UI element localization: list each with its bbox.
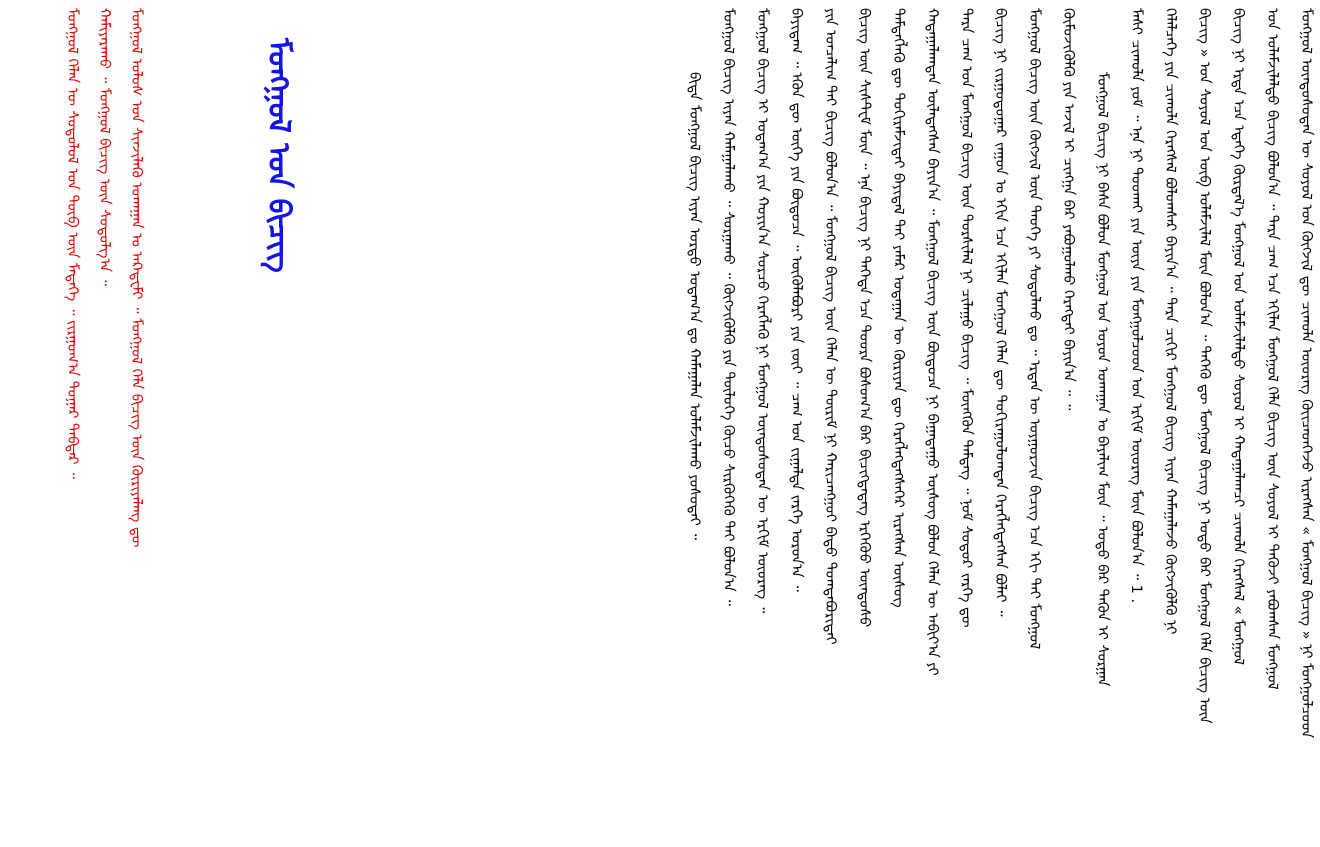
footnote-line-2: ᠬᠠᠮᠢᠶᠠᠷᠠᠬᠤ ᠃ ᠮᠣᠩᠭᠣᠯ ᠪᠢᠴᠢᠭ ᠦᠨ ᠰᠤᠳᠤᠯᠭ᠎ᠠ ᠃ (96, 8, 113, 287)
paragraph-1-line-2: ᠤᠨ ᠤᠯᠠᠮᠵᠢᠯᠠᠯᠲᠤ ᠪᠢᠴᠢᠭ ᠪᠣᠯᠤᠨ᠎ᠠ ᠃ ᠲᠡᠷᠡ ᠴᠠᠭ ᠡᠴᠡ ᠡᠬᠢᠯᠡᠨ ᠮᠣᠩᠭᠣᠯ ᠬᠡᠯᠡ ᠪᠢᠴᠢᠭ ᠦᠨ ᠰᠣᠶᠣᠯ ᠢ ᠲᠡᠭᠦᠵᠢ ᠶᠠᠪᠤᠭᠰᠠᠨ ᠮᠣᠩᠭᠣᠯ (1264, 8, 1281, 690)
paragraph-1-line-4: ᠪᠢᠴᠢᠭ » ᠤᠨ ᠰᠣᠶᠣᠯ ᠤᠨ ᠦᠪ ᠤᠯᠠᠮᠵᠢᠯᠠᠯ ᠮᠥᠨ ᠪᠣᠯᠤᠨ᠎ᠠ ᠃ ᠲᠡᠭᠡᠬᠦ ᠳᠦ ᠮᠣᠩᠭᠣᠯ ᠪᠢᠴᠢᠭ ᠨᠢ ᠣᠳᠣ ᠪᠡᠷ ᠮᠣᠩᠭᠣᠯ ᠬᠡᠯᠡ ᠪᠢᠴᠢᠭ ᠦᠨ (1196, 8, 1213, 724)
footnote-line-1: ᠮᠣᠩᠭᠣᠯ ᠤᠯᠤᠰ ᠤᠨ ᠰᠢᠨᠵᠢᠯᠡᠬᠦ ᠤᠬᠠᠭᠠᠨ ᠤ ᠠᠺᠠᠳᠧᠮᠢ ᠃ ᠮᠣᠩᠭᠣᠯ ᠬᠡᠯᠡ ᠪᠢᠴᠢᠭ ᠦᠨ ᠬᠦᠷᠢᠶᠡᠯᠡᠩ ᠳᠦ (128, 8, 145, 548)
paragraph-3-line-9: ᠮᠣᠩᠭᠣᠯ ᠪᠢᠴᠢᠭ ᠢ ᠤᠳᠠᠭ᠎ᠠ ᠶᠢᠨ ᠬᠣᠶᠢᠨ᠎ᠠ ᠰᠤᠷᠴᠤ ᠬᠡᠷᠡᠭᠯᠡᠬᠦ ᠨᠢ ᠮᠣᠩᠭᠣᠯ ᠦᠨᠳᠦᠰᠦᠲᠡᠨ ᠦ ᠡᠷᠬᠢᠮ ᠦᠦᠷᠡᠭ ᠃ (754, 8, 771, 614)
paragraph-3-line-4: ᠬᠠᠳᠠᠭᠠᠯᠠᠭᠳᠠᠨ ᠦᠯᠡᠳᠡᠭᠰᠡᠨ ᠪᠠᠶᠢᠨ᠎ᠠ ᠃ ᠮᠣᠩᠭᠣᠯ ᠪᠢᠴᠢᠭ ᠦᠨ ᠪᠦᠲᠦᠴᠡ ᠨᠢ ᠪᠠᠭᠠᠳᠠᠭᠤ ᠦᠰᠦᠭ ᠪᠣᠯᠤᠨ ᠬᠡᠯᠡᠨ ᠦ ᠠᠪᠢᠶ᠎ᠠ ᠶᠢ (924, 8, 941, 676)
paragraph-3-line-6: ᠪᠢᠴᠢᠭ ᠦᠨ ᠰᠢᠰᠲᠸᠮ ᠮᠥᠨ ᠃ ᠡᠨᠡ ᠪᠢᠴᠢᠭ ᠨᠢ ᠲᠡᠭᠡᠳᠡ ᠡᠴᠡ ᠳᠣᠣᠷᠠ ᠪᠣᠰᠤᠭ᠎ᠠ ᠪᠠᠷ ᠪᠢᠴᠢᠭᠳᠡᠳᠡᠭ ᠡᠷᠬᠡᠭᠦᠦ ᠦᠨᠳᠦᠰᠦ (856, 8, 873, 628)
paragraph-2-line-2: ᠬᠦᠮᠦᠵᠢᠭᠦᠯᠬᠦ ᠶᠢᠨ ᠠᠵᠢᠯ ᠢ ᠴᠢᠩᠭᠠ ᠪᠡᠷ ᠶᠠᠪᠤᠭᠤᠯᠬᠤ ᠬᠡᠷᠡᠭᠲᠡᠢ ᠪᠠᠶᠢᠨ᠎ᠠ ᠃ ᠃ (1060, 8, 1077, 411)
paragraph-3-line-2: ᠪᠢᠴᠢᠭ ᠨᠢ ᠵᠢᠷᠭᠤᠳᠤᠭᠠᠷ ᠵᠠᠭᠤᠨ ᠤ ᠡᠬᠢᠨ ᠡᠴᠡ ᠡᠬᠢᠯᠡᠨ ᠮᠣᠩᠭᠣᠯ ᠬᠡᠯᠡᠨ ᠳᠦ ᠲᠣᠬᠢᠷᠠᠭᠤᠯᠤᠭᠳᠠᠨ ᠬᠡᠷᠡᠭᠯᠡᠭᠳᠡᠭᠰᠡᠨ ᠪᠣᠯᠠᠢ ᠃ (992, 8, 1009, 617)
paragraph-3-line-3: ᠲᠡᠷᠡ ᠴᠠᠭ ᠤᠨ ᠮᠣᠩᠭᠣᠯ ᠪᠢᠴᠢᠭ ᠦᠨ ᠳᠤᠷᠰᠢᠯᠠᠯ ᠨᠢ ᠴᠢᠯᠠᠭᠤ ᠪᠢᠴᠢᠭ ᠃ ᠮᠥᠩᠭᠥᠨ ᠲᠡᠮᠳᠡᠭ ᠃ ᠨᠣᠮ ᠰᠤᠳᠤᠷ ᠵᠡᠷᠭᠡ ᠳᠦ (958, 8, 975, 628)
paragraph-3-line-7: ᠶᠢᠨ ᠣᠨᠴᠠᠯᠢᠭ ᠲᠠᠢ ᠪᠢᠴᠢᠭ ᠪᠣᠯᠤᠨ᠎ᠠ ᠃ ᠮᠣᠩᠭᠣᠯ ᠪᠢᠴᠢᠭ ᠦᠨ ᠬᠡᠯᠡᠨ ᠦ ᠳᠦᠷᠢᠮ ᠨᠢ ᠬᠠᠷᠢᠴᠠᠩᠭᠤᠢ ᠪᠠᠲᠤ ᠲᠣᠭᠲᠠᠪᠤᠷᠢᠲᠠᠢ (822, 8, 839, 645)
paragraph-1-line-5: ᠬᠡᠯᠡᠯᠴᠡᠭᠡ ᠶᠢᠨ ᠴᠢᠬᠤᠯᠠ ᠬᠡᠷᠡᠭᠰᠡᠯ ᠪᠣᠯᠤᠭᠰᠠᠷ ᠪᠠᠶᠢᠨ᠎ᠠ ᠃ ᠲᠡᠷᠡ ᠴᠢᠭᠢᠷ ᠮᠣᠩᠭᠣᠯ ᠪᠢᠴᠢᠭ ᠢᠶᠡᠨ ᠬᠠᠮᠠᠭᠠᠯᠠᠵᠤ ᠬᠥᠭᠵᠢᠭᠦᠯᠬᠦ ᠨᠢ (1162, 8, 1179, 635)
footnote-line-3: ᠮᠣᠩᠭᠣᠯ ᠬᠡᠯᠡᠨ ᠦ ᠰᠤᠳᠤᠯᠤᠯ ᠤᠨ ᠲᠥᠪ ᠦᠨ ᠮᠡᠳᠡᠭᠡ ᠃ ᠵᠢᠷᠭᠤᠭ᠎ᠠ ᠳᠤᠭᠠᠷ ᠳᠡᠪᠲᠡᠷ ᠃ (64, 8, 81, 479)
paragraph-1-line-3: ᠪᠢᠴᠢᠭ ᠨᠢ ᠡᠷᠲᠡ ᠡᠴᠡ ᠡᠳᠡᠭᠡ ᠬᠦᠷᠲᠡᠯ᠎ᠡ ᠮᠣᠩᠭᠣᠯ ᠤᠨ ᠤᠯᠠᠮᠵᠢᠯᠠᠯᠲᠤ ᠰᠣᠶᠣᠯ ᠢ ᠬᠠᠳᠠᠭᠠᠯᠠᠭᠴᠢ ᠴᠢᠬᠤᠯᠠ ᠬᠡᠷᠡᠭᠰᠡᠯ « ᠮᠣᠩᠭᠣᠯ (1230, 8, 1247, 666)
paragraph-3-line-11: ᠪᠢᠳᠡ ᠮᠣᠩᠭᠣᠯ ᠪᠢᠴᠢᠭ ᠢᠶᠡᠨ ᠤᠷᠲᠤ ᠤᠳᠠᠭ᠎ᠠ ᠳᠤ ᠬᠠᠮᠠᠭᠠᠯᠠᠨ ᠤᠯᠠᠮᠵᠢᠯᠠᠬᠤ ᠶᠣᠰᠣᠲᠠᠢ ᠃ (686, 72, 703, 540)
paragraph-1-line-6: ᠮᠠᠰᠢ ᠴᠢᠬᠤᠯᠠ ᠶᠤᠮ ᠃ ᠡᠨᠡ ᠨᠢ ᠲᠤᠤᠬᠠᠢ ᠶᠢᠨ ᠦᠶᠡ ᠶᠢᠨ ᠮᠣᠩᠭᠣᠯᠴᠤᠳ ᠤᠨ ᠡᠷᠬᠢᠮ ᠦᠦᠷᠡᠭ ᠮᠥᠨ ᠪᠣᠯᠤᠨ᠎ᠠ ᠃ 1 . (1128, 8, 1145, 604)
paragraph-3-line-8: ᠪᠠᠶᠢᠳᠠᠭ ᠃ ᠡᠭᠦᠨ ᠳᠦ ᠦᠭᠡ ᠶᠢᠨ ᠪᠦᠲᠦᠴᠡ ᠃ ᠥᠭᠦᠯᠡᠪᠦᠷᠢ ᠶᠢᠨ ᠵᠦᠢ ᠃ ᠴᠠᠭ ᠤᠨ ᠵᠢᠭᠠᠯᠲᠠ ᠵᠡᠷᠭᠡ ᠣᠷᠣᠨ᠎ᠠ ᠃ (788, 8, 805, 592)
paragraph-3-line-1: ᠮᠣᠩᠭᠣᠯ ᠪᠢᠴᠢᠭ ᠦᠨ ᠬᠥᠭᠵᠢᠯ ᠦᠨ ᠲᠡᠦᠬᠡ ᠶᠢ ᠰᠤᠳᠤᠯᠬᠤ ᠳᠤ ᠃ ᠡᠷᠲᠡᠨ ᠦ ᠤᠶᠭᠤᠷᠵᠢᠨ ᠪᠢᠴᠢᠭ ᠡᠴᠡ ᠡᠬᠢ ᠲᠡᠢ ᠮᠣᠩᠭᠣᠯ (1026, 8, 1043, 650)
paragraph-1-line-1: ᠮᠣᠩᠭᠣᠯ ᠦᠨᠳᠦᠰᠦᠲᠡᠨ ᠦ ᠰᠣᠶᠣᠯ ᠤᠨ ᠬᠥᠭᠵᠢᠯ ᠳᠦ ᠴᠢᠬᠤᠯᠠ ᠦᠦᠷᠡᠭ ᠭᠦᠢᠴᠡᠳᠭᠡᠵᠦ ᠢᠷᠡᠭᠰᠡᠨ « ᠮᠣᠩᠭᠣᠯ ᠪᠢᠴᠢᠭ » ᠨᠢ ᠮᠣᠩᠭᠣᠯᠴᠤᠳ (1298, 8, 1315, 739)
paragraph-3-line-10: ᠮᠣᠩᠭᠣᠯ ᠪᠢᠴᠢᠭ ᠢᠶᠡᠨ ᠬᠠᠮᠠᠭᠠᠯᠠᠬᠤ ᠃ ᠰᠤᠷᠭᠠᠬᠤ ᠃ ᠬᠥᠭᠵᠢᠭᠦᠯᠬᠦ ᠶᠢᠨ ᠲᠥᠯᠥᠭᠡ ᠬᠦᠴᠦ ᠰᠢᠷᠭᠦᠬᠡᠬᠦ ᠲᠡᠢ ᠪᠣᠯᠤᠨ᠎ᠠ ᠃ (720, 8, 737, 606)
page-title: ᠮᠣᠩᠭᠣᠯ ᠤᠨ ᠪᠢᠴᠢᠭ (261, 38, 296, 273)
paragraph-3-line-5: ᠲᠡᠮᠳᠡᠭᠯᠡᠬᠦ ᠳᠦ ᠲᠣᠬᠢᠷᠠᠮᠵᠢᠲᠠᠢ ᠪᠠᠶᠢᠳᠠᠯ ᠲᠠᠢ ᠶᠠᠮᠠᠷ ᠤᠳᠠᠭᠠᠨ ᠦ ᠬᠦᠷᠢᠶᠡᠨ ᠳᠦ ᠬᠡᠷᠡᠭᠯᠡᠭᠳᠡᠭᠰᠡᠭᠡᠷ ᠢᠷᠡᠭᠰᠡᠨ ᠦᠰᠦᠭ (890, 8, 907, 608)
paragraph-2-line-1: ᠮᠣᠩᠭᠣᠯ ᠪᠢᠴᠢᠭ ᠨᠢ ᠪᠠᠰᠠ ᠪᠣᠯᠤᠨ ᠮᠣᠩᠭᠣᠯ ᠤᠨ ᠣᠶᠤᠨ ᠤᠬᠠᠭᠠᠨ ᠤ ᠪᠠᠶᠠᠯᠢᠭ ᠮᠥᠨ ᠃ ᠣᠳᠣ ᠪᠡᠷ ᠲᠡᠬᠦᠨ ᠢ ᠰᠤᠷᠭᠠᠨ (1094, 72, 1111, 687)
